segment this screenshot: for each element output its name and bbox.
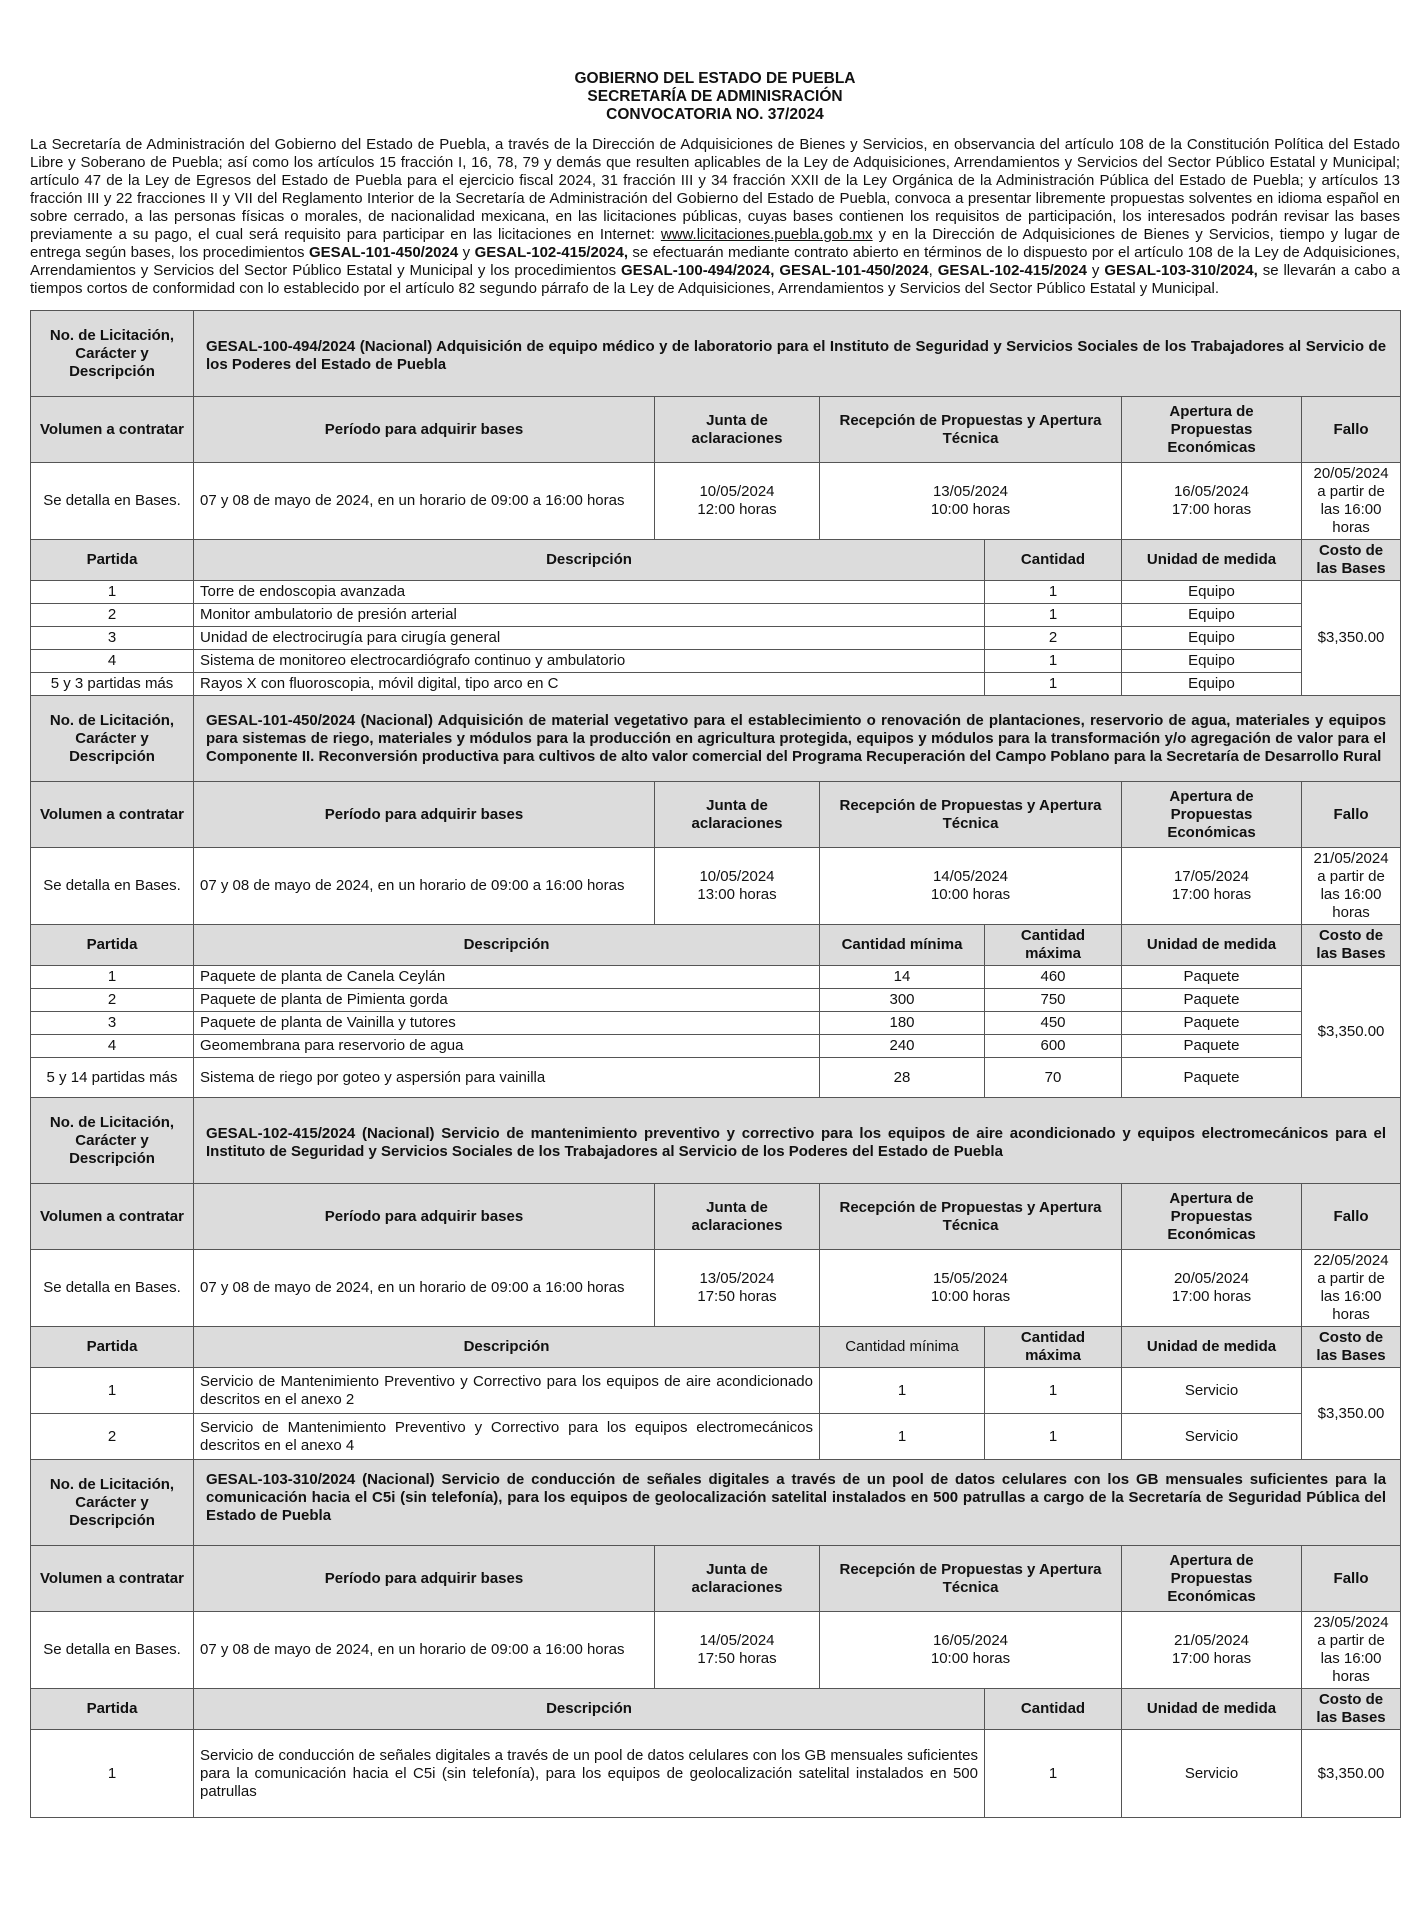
lic2-recepcion-hora: 10:00 horas: [930, 886, 1011, 903]
lic2-no-licitacion-label: No. de Licitación, Carácter y Descripción: [31, 696, 194, 782]
lic4-junta: [655, 1612, 820, 1689]
lic4-costo: $3,350.00: [1302, 1730, 1401, 1818]
intro-bold: GESAL-101-450/2024: [779, 262, 929, 279]
table-row: [31, 1058, 1401, 1098]
lic1-periodo: 07 y 08 de mayo de 2024, en un horario de 09:00 a 16:00 horas: [194, 463, 655, 540]
cantidad-cell: 2: [985, 627, 1122, 650]
volumen-label: Volumen a contratar: [31, 397, 194, 463]
descripcion-cell: Servicio de Mantenimiento Preventivo y Correctivo para los equipos de aire acondicionado descritos en el anexo 2: [194, 1368, 820, 1414]
lic2-recepcion-fecha: 14/05/2024: [932, 868, 1009, 885]
lic3-recepcion-hora: 10:00 horas: [930, 1288, 1011, 1305]
lic2-volumen: Se detalla en Bases.: [31, 848, 194, 925]
lic2-apertura: [1122, 848, 1302, 925]
table-row: [31, 1414, 1401, 1460]
descripcion-cell: Paquete de planta de Vainilla y tutores: [194, 1012, 820, 1035]
lic2-junta: [655, 848, 820, 925]
lic2-apertura-hora: 17:00 horas: [1171, 886, 1252, 903]
intro-text: ,: [928, 262, 938, 279]
lic4-no-licitacion-label: No. de Licitación, Carácter y Descripción: [31, 1460, 194, 1546]
lic4-fallo-fecha: 23/05/2024: [1313, 1614, 1389, 1631]
recepcion-label: Recepción de Propuestas y Apertura Técnica: [820, 397, 1122, 463]
maxima-cell: 1: [985, 1368, 1122, 1414]
lic4-apertura-fecha: 21/05/2024: [1173, 1632, 1250, 1649]
periodo-label: Período para adquirir bases: [194, 1184, 655, 1250]
unidad-cell: Equipo: [1122, 627, 1302, 650]
junta-label: Junta de aclaraciones: [655, 1184, 820, 1250]
volumen-label: Volumen a contratar: [31, 1546, 194, 1612]
lic3-junta-hora: 17:50 horas: [697, 1288, 777, 1305]
descripcion-label: Descripción: [194, 540, 985, 581]
table-row: [31, 966, 1401, 989]
licitaciones-link[interactable]: www.licitaciones.puebla.gob.mx: [660, 226, 873, 243]
maxima-cell: 70: [985, 1058, 1122, 1098]
cantidad-label: Cantidad: [985, 540, 1122, 581]
lic1-no-licitacion-label: No. de Licitación, Carácter y Descripción: [31, 311, 194, 397]
licitaciones-table: [30, 310, 1401, 1818]
lic3-fallo-hora: a partir de las 16:00 horas: [1317, 1270, 1385, 1323]
cantidad-minima-label: Cantidad mínima: [820, 1327, 985, 1368]
descripcion-label: Descripción: [194, 1327, 820, 1368]
table-row: [31, 1368, 1401, 1414]
lic4-schedule-row: [31, 1612, 1401, 1689]
fallo-label: Fallo: [1302, 782, 1401, 848]
lic3-schedule-header: [31, 1184, 1401, 1250]
table-row: [31, 604, 1401, 627]
partida-label: Partida: [31, 540, 194, 581]
lic3-fallo-fecha: 22/05/2024: [1313, 1252, 1389, 1269]
apertura-label: Apertura de Propuestas Económicas: [1122, 782, 1302, 848]
lic1-apertura-fecha: 16/05/2024: [1173, 483, 1250, 500]
intro-bold: GESAL-100-494/2024,: [621, 262, 775, 279]
lic3-costo: $3,350.00: [1302, 1368, 1401, 1460]
recepcion-label: Recepción de Propuestas y Apertura Técnica: [820, 782, 1122, 848]
unidad-cell: Servicio: [1122, 1414, 1302, 1460]
minima-cell: 1: [820, 1368, 985, 1414]
descripcion-cell: Monitor ambulatorio de presión arterial: [194, 604, 985, 627]
table-row: [31, 650, 1401, 673]
unidad-cell: Servicio: [1122, 1730, 1302, 1818]
lic4-volumen: Se detalla en Bases.: [31, 1612, 194, 1689]
descripcion-cell: Sistema de monitoreo electrocardiógrafo continuo y ambulatorio: [194, 650, 985, 673]
costo-label: Costo de las Bases: [1302, 1689, 1401, 1730]
partida-cell: 1: [31, 1368, 194, 1414]
lic3-recepcion: [820, 1250, 1122, 1327]
lic4-recepcion-fecha: 16/05/2024: [932, 1632, 1009, 1649]
lic1-junta-hora: 12:00 horas: [697, 501, 777, 518]
volumen-label: Volumen a contratar: [31, 1184, 194, 1250]
unidad-cell: Equipo: [1122, 604, 1302, 627]
unidad-cell: Paquete: [1122, 1012, 1302, 1035]
lic3-junta: [655, 1250, 820, 1327]
minima-cell: 14: [820, 966, 985, 989]
lic2-costo: $3,350.00: [1302, 966, 1401, 1098]
lic1-title: GESAL-100-494/2024 (Nacional) Adquisición de equipo médico y de laboratorio para el Instituto de Seguridad y Servicios Sociales de los Trabajadores al Servicio de los Poderes del Estado de Puebla: [194, 311, 1401, 397]
cantidad-cell: 1: [985, 673, 1122, 696]
lic2-apertura-fecha: 17/05/2024: [1173, 868, 1250, 885]
descripcion-cell: Servicio de conducción de señales digitales a través de un pool de datos celulares con los GB mensuales suficientes para la comunicación hacia el C5i (sin telefonía), para los equipos de geolocalización satelital instalados en 500 patrullas: [194, 1730, 985, 1818]
unidad-cell: Equipo: [1122, 581, 1302, 604]
minima-cell: 300: [820, 989, 985, 1012]
descripcion-cell: Servicio de Mantenimiento Preventivo y Correctivo para los equipos electromecánicos descritos en el anexo 4: [194, 1414, 820, 1460]
apertura-label: Apertura de Propuestas Económicas: [1122, 1546, 1302, 1612]
volumen-label: Volumen a contratar: [31, 782, 194, 848]
intro-text: y en la Dirección de Adquisiciones de Bienes y Servicios, tiempo y lugar de entrega según bases, los procedimientos: [30, 226, 1400, 261]
lic4-apertura-hora: 17:00 horas: [1171, 1650, 1252, 1667]
recepcion-label: Recepción de Propuestas y Apertura Técnica: [820, 1546, 1122, 1612]
partida-cell: 4: [31, 1035, 194, 1058]
lic1-volumen: Se detalla en Bases.: [31, 463, 194, 540]
costo-label: Costo de las Bases: [1302, 925, 1401, 966]
cantidad-maxima-label: Cantidad máxima: [985, 1327, 1122, 1368]
lic4-junta-hora: 17:50 horas: [697, 1650, 777, 1667]
descripcion-cell: Geomembrana para reservorio de agua: [194, 1035, 820, 1058]
intro-bold: GESAL-102-415/2024,: [474, 244, 628, 261]
lic3-recepcion-fecha: 15/05/2024: [932, 1270, 1009, 1287]
lic4-apertura: [1122, 1612, 1302, 1689]
partida-cell: 1: [31, 1730, 194, 1818]
intro-text: se efectuarán mediante contrato abierto en términos de lo dispuesto por el artículo 108 de la Ley de Adquisiciones, Arrendamientos y Servicios del Sector Público Estatal y Municipal y los procedimientos: [30, 244, 1400, 279]
lic3-junta-fecha: 13/05/2024: [699, 1270, 775, 1287]
lic3-volumen: Se detalla en Bases.: [31, 1250, 194, 1327]
lic2-schedule-header: [31, 782, 1401, 848]
lic1-fallo: [1302, 463, 1401, 540]
lic2-title: GESAL-101-450/2024 (Nacional) Adquisición de material vegetativo para el establecimiento o renovación de plantaciones, reservorio de agua, materiales y equipos para sistemas de riego, materiales y módulos para la producción en agricultura protegida, equipos y módulos para la transformación y/o agregación de valor para el Componente II. Reconversión productiva para cultivos de alto valor comercial del Programa Recuperación del Campo Poblano para la Secretaría de Desarrollo Rural: [194, 696, 1401, 782]
convocatoria-page: [30, 70, 1400, 1818]
fallo-label: Fallo: [1302, 397, 1401, 463]
lic1-junta-fecha: 10/05/2024: [699, 483, 775, 500]
partida-cell: 2: [31, 604, 194, 627]
lic1-costo: $3,350.00: [1302, 581, 1401, 696]
descripcion-cell: Paquete de planta de Canela Ceylán: [194, 966, 820, 989]
lic4-periodo: 07 y 08 de mayo de 2024, en un horario de 09:00 a 16:00 horas: [194, 1612, 655, 1689]
lic3-fallo: [1302, 1250, 1401, 1327]
apertura-label: Apertura de Propuestas Económicas: [1122, 1184, 1302, 1250]
unidad-cell: Equipo: [1122, 673, 1302, 696]
lic4-recepcion: [820, 1612, 1122, 1689]
descripcion-cell: Sistema de riego por goteo y aspersión para vainilla: [194, 1058, 820, 1098]
recepcion-label: Recepción de Propuestas y Apertura Técnica: [820, 1184, 1122, 1250]
lic2-recepcion: [820, 848, 1122, 925]
cantidad-cell: 1: [985, 604, 1122, 627]
lic1-items-header: [31, 540, 1401, 581]
lic2-periodo: 07 y 08 de mayo de 2024, en un horario de 09:00 a 16:00 horas: [194, 848, 655, 925]
intro-paragraph: [30, 136, 1400, 298]
partida-cell: 3: [31, 1012, 194, 1035]
maxima-cell: 460: [985, 966, 1122, 989]
lic4-schedule-header: [31, 1546, 1401, 1612]
partida-cell: 3: [31, 627, 194, 650]
lic1-recepcion: [820, 463, 1122, 540]
costo-label: Costo de las Bases: [1302, 540, 1401, 581]
junta-label: Junta de aclaraciones: [655, 397, 820, 463]
lic4-recepcion-hora: 10:00 horas: [930, 1650, 1011, 1667]
maxima-cell: 1: [985, 1414, 1122, 1460]
header-secretaria: SECRETARÍA DE ADMINISRACIÓN: [587, 88, 843, 105]
lic3-items-header: [31, 1327, 1401, 1368]
periodo-label: Período para adquirir bases: [194, 397, 655, 463]
maxima-cell: 750: [985, 989, 1122, 1012]
minima-cell: 28: [820, 1058, 985, 1098]
minima-cell: 240: [820, 1035, 985, 1058]
lic2-junta-hora: 13:00 horas: [697, 886, 777, 903]
intro-bold: GESAL-103-310/2024,: [1104, 262, 1258, 279]
descripcion-cell: Unidad de electrocirugía para cirugía general: [194, 627, 985, 650]
lic1-title-row: [31, 311, 1401, 397]
cantidad-label: Cantidad: [985, 1689, 1122, 1730]
table-row: [31, 1730, 1401, 1818]
descripcion-cell: Paquete de planta de Pimienta gorda: [194, 989, 820, 1012]
cantidad-cell: 1: [985, 650, 1122, 673]
maxima-cell: 600: [985, 1035, 1122, 1058]
table-row: [31, 989, 1401, 1012]
unidad-cell: Servicio: [1122, 1368, 1302, 1414]
lic1-apertura-hora: 17:00 horas: [1171, 501, 1252, 518]
lic3-apertura: [1122, 1250, 1302, 1327]
minima-cell: 180: [820, 1012, 985, 1035]
lic4-fallo-hora: a partir de las 16:00 horas: [1317, 1632, 1385, 1685]
cantidad-cell: 1: [985, 581, 1122, 604]
unidad-label: Unidad de medida: [1122, 1327, 1302, 1368]
lic3-title-row: [31, 1098, 1401, 1184]
fallo-label: Fallo: [1302, 1184, 1401, 1250]
header-gobierno: GOBIERNO DEL ESTADO DE PUEBLA: [574, 70, 856, 87]
unidad-cell: Equipo: [1122, 650, 1302, 673]
partida-cell: 5 y 3 partidas más: [31, 673, 194, 696]
lic3-schedule-row: [31, 1250, 1401, 1327]
unidad-cell: Paquete: [1122, 966, 1302, 989]
partida-cell: 4: [31, 650, 194, 673]
descripcion-label: Descripción: [194, 1689, 985, 1730]
partida-cell: 2: [31, 1414, 194, 1460]
periodo-label: Período para adquirir bases: [194, 1546, 655, 1612]
lic2-fallo: [1302, 848, 1401, 925]
lic2-items-header: [31, 925, 1401, 966]
unidad-label: Unidad de medida: [1122, 540, 1302, 581]
descripcion-cell: Torre de endoscopia avanzada: [194, 581, 985, 604]
lic4-junta-fecha: 14/05/2024: [699, 1632, 775, 1649]
partida-label: Partida: [31, 1327, 194, 1368]
intro-bold: GESAL-102-415/2024: [937, 262, 1087, 279]
junta-label: Junta de aclaraciones: [655, 782, 820, 848]
partida-cell: 1: [31, 581, 194, 604]
intro-text: y: [458, 244, 475, 261]
lic3-no-licitacion-label: No. de Licitación, Carácter y Descripción: [31, 1098, 194, 1184]
table-row: [31, 673, 1401, 696]
lic1-schedule-header: [31, 397, 1401, 463]
descripcion-label: Descripción: [194, 925, 820, 966]
partida-cell: 5 y 14 partidas más: [31, 1058, 194, 1098]
table-row: [31, 627, 1401, 650]
lic1-junta: [655, 463, 820, 540]
unidad-label: Unidad de medida: [1122, 925, 1302, 966]
lic3-apertura-hora: 17:00 horas: [1171, 1288, 1252, 1305]
partida-label: Partida: [31, 925, 194, 966]
lic3-apertura-fecha: 20/05/2024: [1173, 1270, 1250, 1287]
lic1-schedule-row: [31, 463, 1401, 540]
lic4-items-header: [31, 1689, 1401, 1730]
cantidad-cell: 1: [985, 1730, 1122, 1818]
unidad-cell: Paquete: [1122, 1058, 1302, 1098]
costo-label: Costo de las Bases: [1302, 1327, 1401, 1368]
table-row: [31, 1012, 1401, 1035]
minima-cell: 1: [820, 1414, 985, 1460]
lic1-apertura: [1122, 463, 1302, 540]
lic3-periodo: 07 y 08 de mayo de 2024, en un horario de 09:00 a 16:00 horas: [194, 1250, 655, 1327]
lic4-title-row: [31, 1460, 1401, 1546]
unidad-cell: Paquete: [1122, 989, 1302, 1012]
lic4-title: GESAL-103-310/2024 (Nacional) Servicio de conducción de señales digitales a través de un pool de datos celulares con los GB mensuales suficientes para la comunicación hacia el C5i (sin telefonía), para los equipos de geolocalización satelital instalados en 500 patrullas a cargo de la Secretaría de Seguridad Pública del Estado de Puebla: [194, 1460, 1401, 1546]
maxima-cell: 450: [985, 1012, 1122, 1035]
intro-text: y: [1087, 262, 1105, 279]
unidad-cell: Paquete: [1122, 1035, 1302, 1058]
lic2-junta-fecha: 10/05/2024: [699, 868, 775, 885]
fallo-label: Fallo: [1302, 1546, 1401, 1612]
partida-cell: 1: [31, 966, 194, 989]
intro-bold: GESAL-101-450/2024: [308, 244, 459, 261]
partida-label: Partida: [31, 1689, 194, 1730]
junta-label: Junta de aclaraciones: [655, 1546, 820, 1612]
periodo-label: Período para adquirir bases: [194, 782, 655, 848]
intro-text: se llevarán a cabo a tiempos cortos de conformidad con lo establecido por el artículo 82 segundo párrafo de la Ley de Adquisiciones, Arrendamientos y Servicios del Sector Público Estatal y Municipal.: [30, 262, 1400, 297]
lic3-title: GESAL-102-415/2024 (Nacional) Servicio de mantenimiento preventivo y correctivo para los equipos de aire acondicionado y equipos electromecánicos para el Instituto de Seguridad y Servicios Sociales de los Trabajadores al Servicio de los Poderes del Estado de Puebla: [194, 1098, 1401, 1184]
lic1-fallo-fecha: 20/05/2024: [1313, 465, 1389, 482]
lic1-recepcion-fecha: 13/05/2024: [932, 483, 1009, 500]
lic1-recepcion-hora: 10:00 horas: [930, 501, 1011, 518]
partida-cell: 2: [31, 989, 194, 1012]
cantidad-maxima-label: Cantidad máxima: [985, 925, 1122, 966]
lic2-fallo-hora: a partir de las 16:00 horas: [1317, 868, 1385, 921]
lic2-schedule-row: [31, 848, 1401, 925]
cantidad-minima-label: Cantidad mínima: [820, 925, 985, 966]
lic2-fallo-fecha: 21/05/2024: [1313, 850, 1389, 867]
apertura-label: Apertura de Propuestas Económicas: [1122, 397, 1302, 463]
lic2-title-row: [31, 696, 1401, 782]
unidad-label: Unidad de medida: [1122, 1689, 1302, 1730]
table-row: [31, 1035, 1401, 1058]
intro-text: La Secretaría de Administración del Gobierno del Estado de Puebla, a través de la Dirección de Adquisiciones de Bienes y Servicios, en observancia del artículo 108 de la Constitución Política del Estado Libre y Soberano de Puebla; así como los artículos 15 fracción I, 16, 78, 79 y demás que resulten aplicables de la Ley de Adquisiciones, Arrendamientos y Servicios del Sector Público Estatal y Municipal; artículo 47 de la Ley de Egresos del Estado de Puebla para el ejercicio fiscal 2024, 31 fracción III y 34 fracción XXII de la Ley Orgánica de la Administración Pública del Estado de Puebla; y artículos 13 fracción III y 22 fracciones II y VII del Reglamento Interior de la Secretaría de Administración del Gobierno del Estado de Puebla, convoca a presentar libremente propuestas solventes en idioma español en sobre cerrado, a las personas físicas o morales, de nacionalidad mexicana, en las licitaciones públicas, cuyas bases contienen los requisitos de participación, los interesados podrán revisar las bases previamente a su pago, el cual será requisito para participar en las licitaciones en Internet:: [30, 136, 1400, 243]
lic4-fallo: [1302, 1612, 1401, 1689]
header-convocatoria: CONVOCATORIA NO. 37/2024: [606, 106, 824, 123]
lic1-fallo-hora: a partir de las 16:00 horas: [1317, 483, 1385, 536]
descripcion-cell: Rayos X con fluoroscopia, móvil digital, tipo arco en C: [194, 673, 985, 696]
document-header: [30, 70, 1400, 124]
table-row: [31, 581, 1401, 604]
